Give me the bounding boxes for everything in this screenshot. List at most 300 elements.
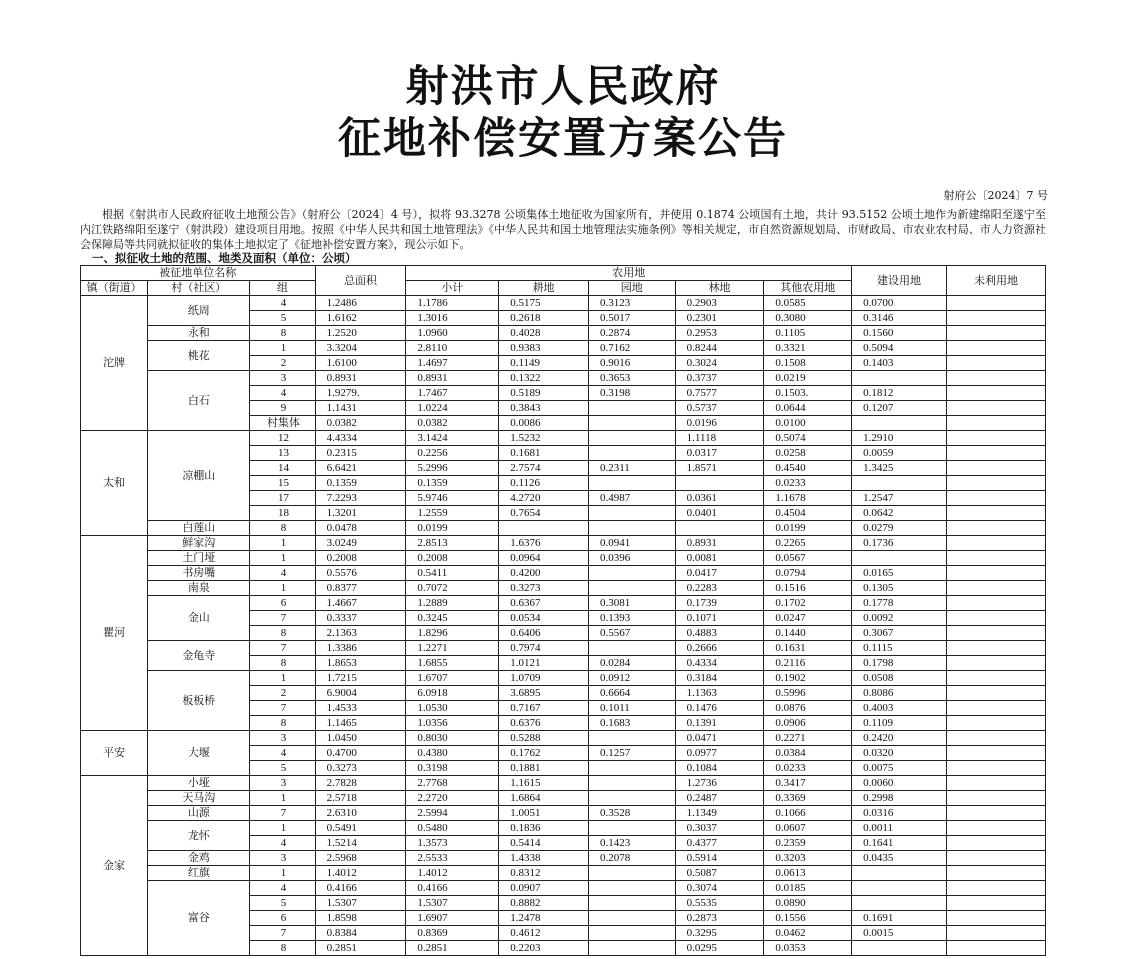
cell-other-agri: 0.0462 [764, 926, 852, 941]
cell-total: 0.0478 [315, 521, 406, 536]
cell-forest: 1.1118 [675, 431, 764, 446]
cell-farmland: 0.5175 [499, 296, 589, 311]
cell-other-agri: 0.0567 [764, 551, 852, 566]
cell-farmland: 0.3843 [499, 401, 589, 416]
table-row [81, 326, 1046, 341]
cell-total: 0.2315 [315, 446, 406, 461]
cell-other-agri: 0.5996 [764, 686, 852, 701]
cell-unused [946, 896, 1045, 911]
cell-unused [946, 536, 1045, 551]
cell-group: 3 [250, 371, 315, 386]
table-row [81, 776, 1046, 791]
cell-group: 8 [250, 626, 315, 641]
cell-other-agri: 0.2265 [764, 536, 852, 551]
cell-other-agri: 0.3369 [764, 791, 852, 806]
cell-group: 1 [250, 341, 315, 356]
cell-construction [852, 371, 947, 386]
cell-subtotal: 2.5533 [406, 851, 499, 866]
cell-farmland: 1.0051 [499, 806, 589, 821]
cell-subtotal: 1.0960 [406, 326, 499, 341]
cell-group: 1 [250, 551, 315, 566]
cell-farmland: 0.1881 [499, 761, 589, 776]
cell-farmland: 0.4200 [499, 566, 589, 581]
cell-village: 金龟寺 [148, 641, 250, 671]
cell-unused [946, 686, 1045, 701]
cell-subtotal: 1.6855 [406, 656, 499, 671]
cell-total: 0.8384 [315, 926, 406, 941]
cell-forest: 0.4334 [675, 656, 764, 671]
cell-construction: 0.1305 [852, 581, 947, 596]
table-row [81, 536, 1046, 551]
cell-unused [946, 776, 1045, 791]
cell-subtotal: 0.8931 [406, 371, 499, 386]
cell-unused [946, 431, 1045, 446]
cell-garden: 0.1393 [588, 611, 675, 626]
cell-village: 金鸡 [148, 851, 250, 866]
cell-forest: 0.0317 [675, 446, 764, 461]
cell-total: 0.8377 [315, 581, 406, 596]
cell-farmland: 0.3273 [499, 581, 589, 596]
cell-unused [946, 866, 1045, 881]
document-number: 射府公〔2024〕7 号 [943, 189, 1048, 202]
cell-village: 书房嘴 [148, 566, 250, 581]
cell-farmland: 1.6864 [499, 791, 589, 806]
cell-construction: 0.0435 [852, 851, 947, 866]
cell-group: 13 [250, 446, 315, 461]
cell-total: 1.8598 [315, 911, 406, 926]
cell-garden: 0.3653 [588, 371, 675, 386]
table-row [81, 296, 1046, 311]
cell-construction: 0.8086 [852, 686, 947, 701]
cell-group: 8 [250, 716, 315, 731]
cell-total: 0.5576 [315, 566, 406, 581]
cell-garden [588, 521, 675, 536]
cell-other-agri: 0.0258 [764, 446, 852, 461]
cell-total: 1.7215 [315, 671, 406, 686]
cell-farmland: 0.5414 [499, 836, 589, 851]
header-farmland: 耕地 [499, 281, 589, 296]
cell-garden [588, 431, 675, 446]
cell-group: 8 [250, 941, 315, 956]
cell-garden: 0.3198 [588, 386, 675, 401]
cell-total: 3.3204 [315, 341, 406, 356]
cell-other-agri: 0.4504 [764, 506, 852, 521]
cell-garden [588, 401, 675, 416]
cell-forest: 0.3737 [675, 371, 764, 386]
cell-construction: 0.0060 [852, 776, 947, 791]
cell-farmland: 3.6895 [499, 686, 589, 701]
cell-other-agri: 0.3080 [764, 311, 852, 326]
cell-garden [588, 821, 675, 836]
cell-garden: 0.1423 [588, 836, 675, 851]
cell-total: 4.4334 [315, 431, 406, 446]
cell-total: 1.2520 [315, 326, 406, 341]
header-forest: 林地 [675, 281, 764, 296]
cell-garden [588, 881, 675, 896]
cell-other-agri: 0.3203 [764, 851, 852, 866]
cell-farmland: 0.0907 [499, 881, 589, 896]
cell-farmland: 1.2478 [499, 911, 589, 926]
cell-garden [588, 581, 675, 596]
cell-garden: 0.2874 [588, 326, 675, 341]
cell-subtotal: 1.5307 [406, 896, 499, 911]
cell-village: 桃花 [148, 341, 250, 371]
cell-construction: 0.1207 [852, 401, 947, 416]
cell-forest: 0.5087 [675, 866, 764, 881]
cell-total: 2.7828 [315, 776, 406, 791]
header-subtotal: 小计 [406, 281, 499, 296]
cell-farmland: 0.4028 [499, 326, 589, 341]
cell-other-agri: 0.0233 [764, 476, 852, 491]
cell-forest: 0.4377 [675, 836, 764, 851]
cell-other-agri: 0.3321 [764, 341, 852, 356]
cell-garden [588, 416, 675, 431]
cell-farmland: 0.7167 [499, 701, 589, 716]
cell-unused [946, 671, 1045, 686]
cell-other-agri: 0.0613 [764, 866, 852, 881]
cell-other-agri: 0.1556 [764, 911, 852, 926]
cell-forest: 0.1071 [675, 611, 764, 626]
cell-other-agri: 0.0233 [764, 761, 852, 776]
cell-total: 0.1359 [315, 476, 406, 491]
cell-other-agri: 0.1902 [764, 671, 852, 686]
cell-construction: 0.3067 [852, 626, 947, 641]
cell-group: 7 [250, 641, 315, 656]
cell-unused [946, 851, 1045, 866]
cell-forest: 0.3024 [675, 356, 764, 371]
cell-unused [946, 476, 1045, 491]
header-group: 组 [250, 281, 315, 296]
cell-subtotal: 0.1359 [406, 476, 499, 491]
cell-village: 南泉 [148, 581, 250, 596]
cell-unused [946, 611, 1045, 626]
cell-village: 白莲山 [148, 521, 250, 536]
cell-forest: 0.2666 [675, 641, 764, 656]
cell-farmland: 1.5232 [499, 431, 589, 446]
table-row [81, 866, 1046, 881]
table-row [81, 431, 1046, 446]
cell-garden: 0.7162 [588, 341, 675, 356]
cell-other-agri: 0.0794 [764, 566, 852, 581]
cell-subtotal: 6.0918 [406, 686, 499, 701]
cell-unused [946, 371, 1045, 386]
cell-subtotal: 1.8296 [406, 626, 499, 641]
cell-forest: 0.8931 [675, 536, 764, 551]
header-unit-name: 被征地单位名称 [81, 266, 316, 281]
cell-group: 4 [250, 296, 315, 311]
cell-unused [946, 341, 1045, 356]
cell-unused [946, 746, 1045, 761]
cell-village: 小垭 [148, 776, 250, 791]
cell-village: 土门垭 [148, 551, 250, 566]
cell-unused [946, 731, 1045, 746]
table-row [81, 551, 1046, 566]
cell-subtotal: 0.3245 [406, 611, 499, 626]
cell-garden: 0.1011 [588, 701, 675, 716]
cell-subtotal: 0.2008 [406, 551, 499, 566]
cell-construction: 0.1812 [852, 386, 947, 401]
cell-subtotal: 0.5480 [406, 821, 499, 836]
cell-other-agri: 0.0199 [764, 521, 852, 536]
cell-group: 7 [250, 926, 315, 941]
cell-forest: 0.2487 [675, 791, 764, 806]
cell-farmland: 0.8312 [499, 866, 589, 881]
cell-construction [852, 896, 947, 911]
cell-group: 17 [250, 491, 315, 506]
cell-subtotal: 1.2271 [406, 641, 499, 656]
table-row [81, 596, 1046, 611]
cell-construction: 0.1560 [852, 326, 947, 341]
cell-subtotal: 0.5411 [406, 566, 499, 581]
cell-group: 4 [250, 881, 315, 896]
cell-farmland: 0.2618 [499, 311, 589, 326]
land-area-table [80, 265, 1046, 956]
cell-other-agri: 0.0100 [764, 416, 852, 431]
header-town: 镇（街道） [81, 281, 148, 296]
cell-garden [588, 911, 675, 926]
cell-forest: 0.0361 [675, 491, 764, 506]
cell-unused [946, 836, 1045, 851]
cell-other-agri: 0.1631 [764, 641, 852, 656]
cell-farmland: 0.5288 [499, 731, 589, 746]
cell-group: 6 [250, 911, 315, 926]
cell-farmland: 4.2720 [499, 491, 589, 506]
table-row [81, 641, 1046, 656]
cell-other-agri: 0.1516 [764, 581, 852, 596]
cell-construction: 0.1798 [852, 656, 947, 671]
cell-construction: 0.2998 [852, 791, 947, 806]
cell-farmland: 0.5189 [499, 386, 589, 401]
cell-village: 天马沟 [148, 791, 250, 806]
cell-farmland: 0.6367 [499, 596, 589, 611]
cell-unused [946, 566, 1045, 581]
cell-garden [588, 896, 675, 911]
cell-construction: 0.5094 [852, 341, 947, 356]
cell-village: 白石 [148, 371, 250, 431]
cell-garden: 0.3081 [588, 596, 675, 611]
cell-unused [946, 911, 1045, 926]
cell-garden: 0.0284 [588, 656, 675, 671]
cell-construction [852, 881, 947, 896]
cell-forest: 0.8244 [675, 341, 764, 356]
cell-garden [588, 476, 675, 491]
table-row [81, 671, 1046, 686]
cell-farmland [499, 521, 589, 536]
cell-unused [946, 641, 1045, 656]
cell-unused [946, 521, 1045, 536]
cell-construction: 0.0279 [852, 521, 947, 536]
cell-other-agri: 0.0185 [764, 881, 852, 896]
cell-farmland: 0.0086 [499, 416, 589, 431]
cell-construction: 0.0075 [852, 761, 947, 776]
cell-construction: 0.0092 [852, 611, 947, 626]
cell-forest: 0.1391 [675, 716, 764, 731]
cell-subtotal: 3.1424 [406, 431, 499, 446]
cell-unused [946, 626, 1045, 641]
cell-forest: 0.0401 [675, 506, 764, 521]
cell-group: 5 [250, 761, 315, 776]
cell-farmland: 0.0964 [499, 551, 589, 566]
cell-forest: 0.1739 [675, 596, 764, 611]
cell-farmland: 0.1836 [499, 821, 589, 836]
cell-group: 2 [250, 686, 315, 701]
cell-subtotal: 1.6907 [406, 911, 499, 926]
cell-farmland: 0.1762 [499, 746, 589, 761]
cell-total: 1.9279. [315, 386, 406, 401]
cell-subtotal: 0.3198 [406, 761, 499, 776]
cell-construction [852, 866, 947, 881]
cell-unused [946, 461, 1045, 476]
cell-group: 4 [250, 836, 315, 851]
cell-forest: 0.0417 [675, 566, 764, 581]
cell-group: 8 [250, 326, 315, 341]
cell-unused [946, 791, 1045, 806]
table-row [81, 581, 1046, 596]
cell-construction: 1.3425 [852, 461, 947, 476]
cell-subtotal: 0.0382 [406, 416, 499, 431]
cell-garden: 0.5567 [588, 626, 675, 641]
cell-subtotal: 1.1786 [406, 296, 499, 311]
cell-total: 2.5968 [315, 851, 406, 866]
cell-unused [946, 416, 1045, 431]
cell-farmland: 0.6406 [499, 626, 589, 641]
cell-forest [675, 476, 764, 491]
cell-forest: 0.2283 [675, 581, 764, 596]
cell-forest: 0.1476 [675, 701, 764, 716]
cell-total: 1.1465 [315, 716, 406, 731]
cell-group: 1 [250, 671, 315, 686]
cell-other-agri: 0.0353 [764, 941, 852, 956]
cell-unused [946, 656, 1045, 671]
cell-total: 1.4533 [315, 701, 406, 716]
cell-other-agri: 0.4540 [764, 461, 852, 476]
cell-construction: 0.0508 [852, 671, 947, 686]
section-title: 一、拟征收土地的范围、地类及面积（单位：公顷） [92, 251, 357, 265]
cell-garden [588, 776, 675, 791]
cell-other-agri: 0.1440 [764, 626, 852, 641]
cell-unused [946, 926, 1045, 941]
cell-subtotal: 0.4380 [406, 746, 499, 761]
cell-garden: 0.2311 [588, 461, 675, 476]
cell-subtotal: 0.0199 [406, 521, 499, 536]
cell-unused [946, 701, 1045, 716]
cell-unused [946, 491, 1045, 506]
cell-group: 村集体 [250, 416, 315, 431]
cell-group: 3 [250, 851, 315, 866]
cell-total: 0.3273 [315, 761, 406, 776]
cell-forest: 1.8571 [675, 461, 764, 476]
header-agri: 农用地 [406, 266, 852, 281]
cell-village: 纸周 [148, 296, 250, 326]
cell-village: 板板桥 [148, 671, 250, 731]
cell-forest: 0.4883 [675, 626, 764, 641]
cell-subtotal: 2.7768 [406, 776, 499, 791]
cell-farmland: 0.1681 [499, 446, 589, 461]
cell-other-agri: 0.0876 [764, 701, 852, 716]
cell-town: 瞿河 [81, 536, 148, 731]
cell-unused [946, 356, 1045, 371]
cell-construction: 0.1778 [852, 596, 947, 611]
table-row [81, 521, 1046, 536]
cell-village: 红旗 [148, 866, 250, 881]
cell-garden: 0.0396 [588, 551, 675, 566]
page-subtitle: 征地补偿安置方案公告 [338, 114, 788, 164]
cell-garden: 0.4987 [588, 491, 675, 506]
cell-construction [852, 551, 947, 566]
cell-group: 15 [250, 476, 315, 491]
cell-forest: 1.1363 [675, 686, 764, 701]
cell-garden [588, 446, 675, 461]
cell-farmland: 0.7974 [499, 641, 589, 656]
cell-total: 2.1363 [315, 626, 406, 641]
cell-unused [946, 821, 1045, 836]
cell-group: 3 [250, 776, 315, 791]
cell-farmland: 0.7654 [499, 506, 589, 521]
cell-forest: 1.1349 [675, 806, 764, 821]
cell-other-agri: 0.0644 [764, 401, 852, 416]
table-row [81, 881, 1046, 896]
cell-construction: 0.0320 [852, 746, 947, 761]
cell-total: 1.6100 [315, 356, 406, 371]
cell-construction: 0.1109 [852, 716, 947, 731]
cell-subtotal: 1.4697 [406, 356, 499, 371]
cell-other-agri: 0.2271 [764, 731, 852, 746]
cell-group: 5 [250, 896, 315, 911]
cell-total: 1.0450 [315, 731, 406, 746]
cell-total: 0.3337 [315, 611, 406, 626]
cell-unused [946, 296, 1045, 311]
cell-group: 14 [250, 461, 315, 476]
table-row [81, 806, 1046, 821]
cell-subtotal: 5.2996 [406, 461, 499, 476]
cell-unused [946, 386, 1045, 401]
cell-forest: 0.1084 [675, 761, 764, 776]
cell-group: 1 [250, 536, 315, 551]
intro-paragraph: 根据《射洪市人民政府征收土地预公告》（射府公〔2024〕4 号），拟将 93.3278 公顷集体土地征收为国家所有，并使用 0.1874 公顷国有土地，共计 93.5152 公顷土地作为新建绵阳至遂宁至内江铁路绵阳至遂宁（射洪段）建设项目用地。按照《中华人民共和国土地管理法》《中华人民共和国土地管理法实施条例》等相关规定，市自然资源规划局、市财政局、市农业农村局、市人力资源社会保障局等共同就拟征收的集体土地拟定了《征地补偿安置方案》，现公示如下。 [80, 208, 1046, 251]
cell-construction: 0.1691 [852, 911, 947, 926]
cell-forest: 0.2903 [675, 296, 764, 311]
cell-garden: 0.6664 [588, 686, 675, 701]
cell-other-agri: 0.2359 [764, 836, 852, 851]
cell-subtotal: 1.3016 [406, 311, 499, 326]
cell-village: 富谷 [148, 881, 250, 956]
header-total: 总面积 [315, 266, 406, 296]
cell-group: 4 [250, 386, 315, 401]
cell-total: 2.6310 [315, 806, 406, 821]
cell-garden [588, 941, 675, 956]
cell-total: 0.0382 [315, 416, 406, 431]
cell-subtotal: 2.5994 [406, 806, 499, 821]
cell-other-agri: 0.0890 [764, 896, 852, 911]
table-row [81, 851, 1046, 866]
cell-garden [588, 731, 675, 746]
cell-total: 1.8653 [315, 656, 406, 671]
cell-other-agri: 0.1508 [764, 356, 852, 371]
cell-total: 1.2486 [315, 296, 406, 311]
cell-town: 沱牌 [81, 296, 148, 431]
cell-other-agri: 0.0384 [764, 746, 852, 761]
cell-subtotal: 1.0224 [406, 401, 499, 416]
cell-construction: 0.0316 [852, 806, 947, 821]
cell-forest: 1.2736 [675, 776, 764, 791]
cell-unused [946, 716, 1045, 731]
cell-construction [852, 416, 947, 431]
cell-farmland: 0.1149 [499, 356, 589, 371]
cell-forest: 0.5535 [675, 896, 764, 911]
cell-unused [946, 761, 1045, 776]
cell-farmland: 0.1126 [499, 476, 589, 491]
header-unused: 未利用地 [946, 266, 1045, 296]
